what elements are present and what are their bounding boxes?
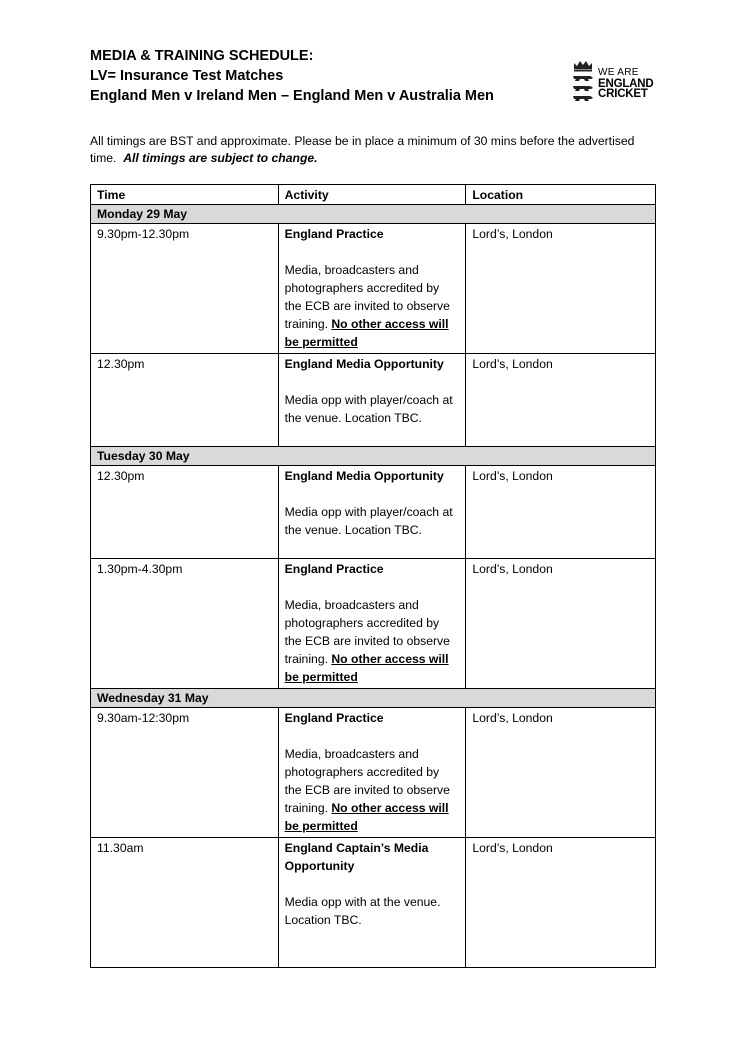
intro-paragraph — [90, 133, 660, 167]
intro-text: All timings are BST and approximate. Please be in place a minimum of 30 mins before the advertised time. — [90, 134, 635, 165]
activity-note-emphasis: No other access will be permitted — [284, 801, 449, 833]
header-location: Location — [466, 185, 656, 205]
activity-title: England Practice — [284, 227, 384, 241]
activity-cell — [278, 354, 466, 447]
activity-note-emphasis: No other access will be permitted — [284, 652, 449, 684]
time-cell: 12.30pm — [91, 466, 279, 559]
three-lions-crown-crest-icon — [571, 59, 595, 107]
day-label: Monday 29 May — [91, 205, 656, 224]
activity-title: England Captain’s Media Opportunity — [284, 841, 429, 873]
activity-note — [285, 893, 460, 929]
table-row — [91, 466, 656, 559]
title-line-1: MEDIA & TRAINING SCHEDULE: — [90, 48, 314, 64]
activity-note — [285, 745, 460, 835]
table-row — [91, 224, 656, 354]
ecb-logo — [571, 59, 671, 109]
header-time: Time — [91, 185, 279, 205]
location-cell: Lord’s, London — [466, 354, 656, 447]
activity-note-text: Media, broadcasters and photographers accredited by the ECB are invited to observe training. — [284, 747, 450, 815]
header-activity: Activity — [278, 185, 466, 205]
activity-note-text: Media opp with player/coach at the venue. Location TBC. — [284, 393, 453, 425]
time-cell: 11.30am — [91, 838, 279, 968]
activity-note-text: Media opp with at the venue. Location TBC. — [284, 895, 441, 927]
table-row — [91, 838, 656, 968]
logo-text-we-are: WE ARE — [598, 67, 639, 78]
location-cell: Lord’s, London — [466, 708, 656, 838]
logo-text-cricket: CRICKET — [598, 88, 648, 100]
spacer — [285, 875, 460, 893]
activity-title: England Media Opportunity — [284, 469, 444, 483]
time-cell: 9.30am-12:30pm — [91, 708, 279, 838]
time-cell: 12.30pm — [91, 354, 279, 447]
activity-title: England Media Opportunity — [284, 357, 444, 371]
activity-cell — [278, 466, 466, 559]
table-row — [91, 354, 656, 447]
table-header-row — [91, 185, 656, 205]
activity-title: England Practice — [284, 711, 384, 725]
spacer — [285, 485, 460, 503]
spacer — [285, 727, 460, 745]
day-label: Wednesday 31 May — [91, 689, 656, 708]
location-cell: Lord’s, London — [466, 559, 656, 689]
title-line-2: LV= Insurance Test Matches — [90, 68, 284, 84]
day-label: Tuesday 30 May — [91, 447, 656, 466]
day-row — [91, 205, 656, 224]
activity-title: England Practice — [284, 562, 384, 576]
time-cell: 1.30pm-4.30pm — [91, 559, 279, 689]
activity-note — [285, 391, 460, 427]
spacer — [285, 578, 460, 596]
logo-text-england: ENGLAND — [598, 77, 654, 90]
activity-note — [285, 503, 460, 539]
location-cell: Lord’s, London — [466, 838, 656, 968]
activity-cell — [278, 224, 466, 354]
table-row — [91, 559, 656, 689]
time-cell: 9.30pm-12.30pm — [91, 224, 279, 354]
activity-note — [285, 261, 460, 351]
activity-cell — [278, 559, 466, 689]
activity-note-text: Media, broadcasters and photographers accredited by the ECB are invited to observe training. — [284, 598, 450, 666]
location-cell: Lord’s, London — [466, 466, 656, 559]
document-title — [90, 46, 550, 106]
activity-note — [285, 596, 460, 686]
day-row — [91, 447, 656, 466]
day-row — [91, 689, 656, 708]
location-cell: Lord’s, London — [466, 224, 656, 354]
schedule-table — [90, 184, 656, 968]
schedule-body — [91, 205, 656, 968]
activity-note-text: Media, broadcasters and photographers accredited by the ECB are invited to observe training. — [284, 263, 450, 331]
activity-note-text: Media opp with player/coach at the venue. Location TBC. — [284, 505, 453, 537]
spacer — [285, 243, 460, 261]
title-line-3: England Men v Ireland Men – England Men v Australia Men — [90, 88, 494, 104]
intro-emphasis: All timings are subject to change. — [123, 151, 318, 165]
activity-cell — [278, 708, 466, 838]
table-row — [91, 708, 656, 838]
activity-cell — [278, 838, 466, 968]
spacer — [285, 373, 460, 391]
activity-note-emphasis: No other access will be permitted — [284, 317, 449, 349]
